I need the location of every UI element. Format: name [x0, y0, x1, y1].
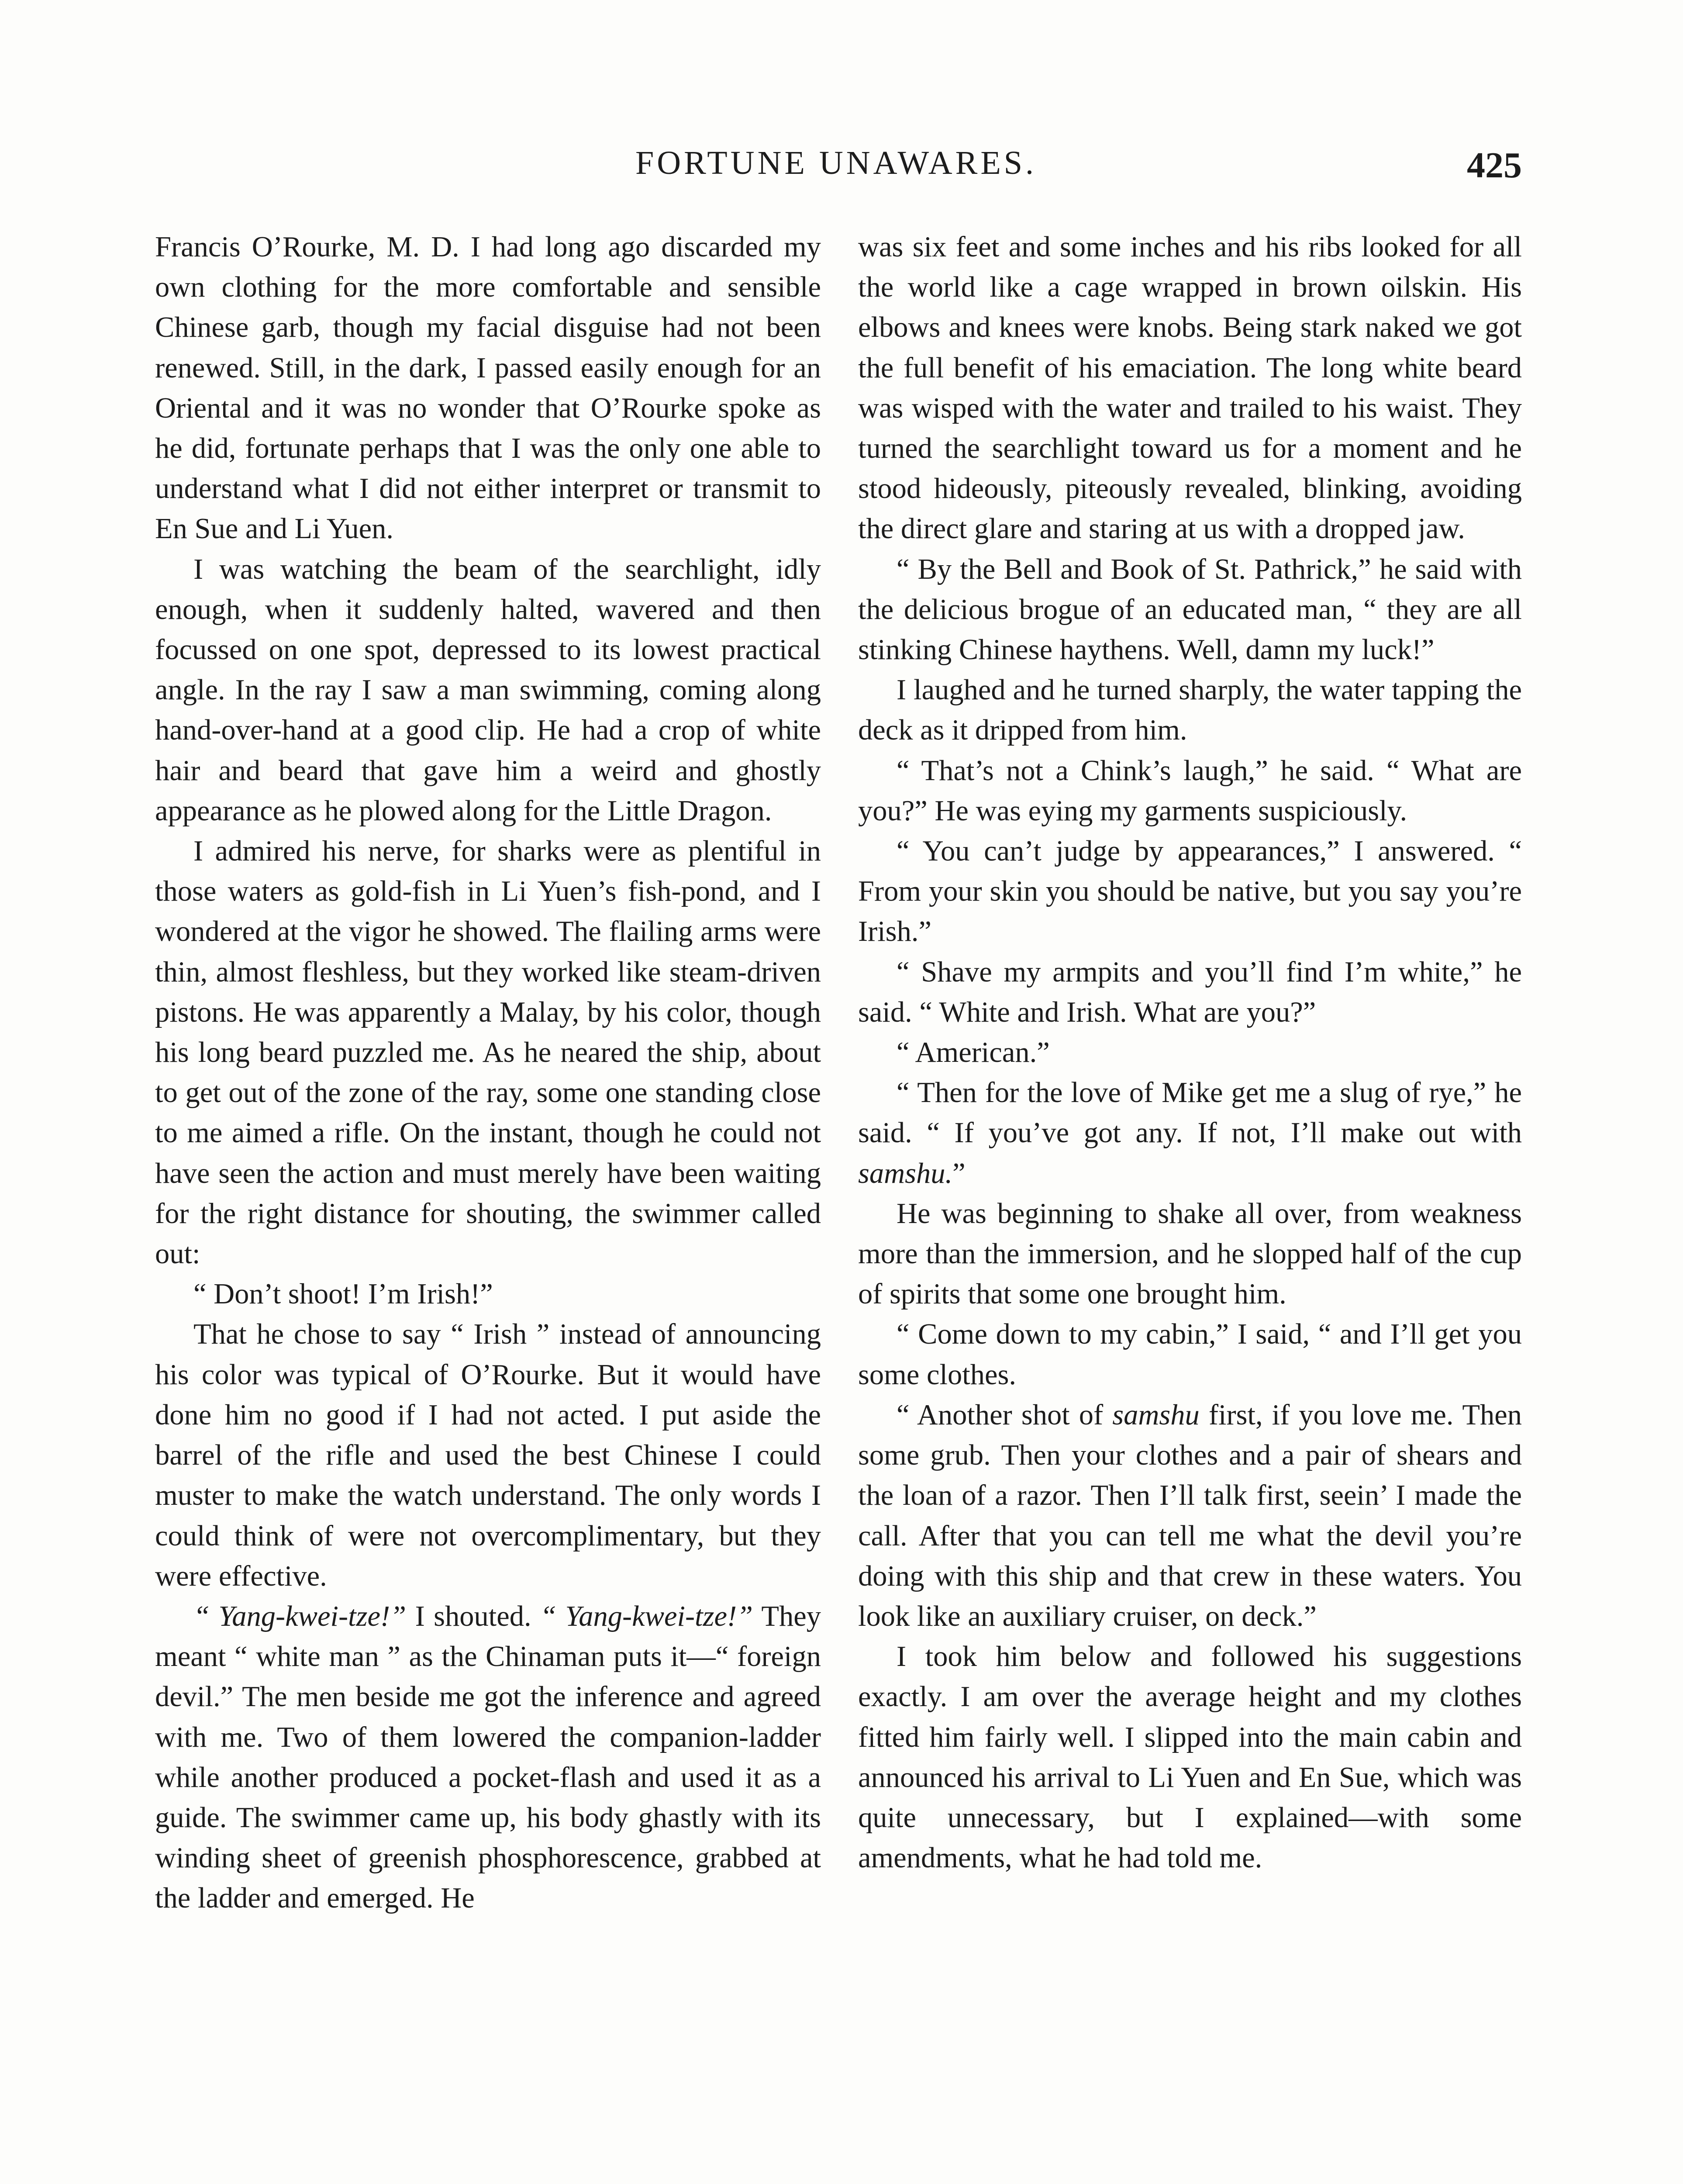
page-header	[155, 144, 1522, 192]
italic-phrase: “ Yang-kwei-tze!”	[193, 1600, 407, 1632]
paragraph: He was beginning to shake all over, from weakness more than the immersion, and he slopped half of the cup of spirits that some one brought him.	[858, 1197, 1522, 1310]
paragraph	[155, 1597, 821, 1919]
paragraph: I admired his nerve, for sharks were as plentiful in those waters as gold-fish in Li Yuen’s fish-pond, and I wondered at the vigor he showed. The flailing arms were thin, almost fleshless, but they worked like steam-driven pistons. He was apparently a Malay, by his color, though his long beard puzzled me. As he neared the ship, about to get out of the zone of the ray, some one standing close to me aimed a rifle. On the instant, though he could not have seen the action and must merely have been waiting for the right distance for shouting, the swimmer called out:	[155, 835, 821, 1270]
running-head: FORTUNE UNAWARES.	[635, 145, 1037, 181]
paragraph: “ American.”	[897, 1037, 1050, 1069]
right-column	[858, 227, 1522, 1878]
paragraph	[858, 1073, 1522, 1194]
text-run: first, if you love me. Then some grub. Then your clothes and a pair of shears and the loan of a razor. Then I’ll talk first, seein’ I made the call. After that you can tell me what the devil you’re doing with this ship and that crew in these waters. You look like an auxiliary cruiser, on deck.”	[858, 1399, 1522, 1632]
text-run: “ Then for the love of Mike get me a slug of rye,” he said. “ If you’ve got any. If not, I’ll make out with	[858, 1077, 1522, 1149]
paragraph: That he chose to say “ Irish ” instead of announcing his color was typical of O’Rourke. But it would have done him no good if I had not acted. I put aside the barrel of the rifle and used the best Chinese I could muster to make the watch understand. The only words I could think of were not overcomplimentary, but they were effective.	[155, 1318, 821, 1592]
text-run: “ Another shot of	[897, 1399, 1113, 1431]
paragraph: I was watching the beam of the searchlight, idly enough, when it suddenly halted, wavered and then focussed on one spot, depressed to its lowest practical angle. In the ray I saw a man swimming, coming along hand-over-hand at a good clip. He had a crop of white hair and beard that gave him a weird and ghostly appearance as he plowed along for the Little Dragon.	[155, 553, 821, 827]
italic-phrase: samshu.	[858, 1157, 953, 1189]
paragraph: I took him below and followed his suggestions exactly. I am over the average height and my clothes fitted him fairly well. I slipped into the main cabin and announced his arrival to Li Yuen and En Sue, which was quite unnecessary, but I explained—with some amendments, what he had told me.	[858, 1641, 1522, 1874]
paragraph: “ You can’t judge by appearances,” I answered. “ From your skin you should be native, but you say you’re Irish.”	[858, 835, 1522, 948]
paragraph: was six feet and some inches and his ribs looked for all the world like a cage wrapped in brown oilskin. His elbows and knees were knobs. Being stark naked we got the full benefit of his emaciation. The long white beard was wisped with the water and trailed to his waist. They turned the searchlight toward us for a moment and he stood hideously, piteously revealed, blinking, avoiding the direct glare and staring at us with a dropped jaw.	[858, 231, 1522, 545]
page-number: 425	[1467, 145, 1522, 186]
text-run: They meant “ white man ” as the Chinaman puts it—“ foreign devil.” The men beside me got the inference and agreed with me. Two of them lowered the companion-ladder while another produced a pocket-flash and used it as a guide. The swimmer came up, his body ghastly with its winding sheet of greenish phosphorescence, grabbed at the ladder and emerged. He	[155, 1600, 821, 1914]
text-run: I shouted.	[406, 1600, 540, 1632]
paragraph: “ By the Bell and Book of St. Pathrick,” he said with the delicious brogue of an educated man, “ they are all stinking Chinese haythens. Well, damn my luck!”	[858, 553, 1522, 666]
paragraph: “ Shave my armpits and you’ll find I’m white,” he said. “ White and Irish. What are you?”	[858, 956, 1522, 1028]
paragraph: “ Don’t shoot! I’m Irish!”	[193, 1278, 493, 1310]
paragraph: “ Come down to my cabin,” I said, “ and I’ll get you some clothes.	[858, 1318, 1522, 1391]
text-run: ”	[952, 1157, 966, 1189]
left-column	[155, 227, 821, 1919]
paragraph: I laughed and he turned sharply, the water tapping the deck as it dripped from him.	[858, 674, 1522, 746]
italic-phrase: “ Yang-kwei-tze!”	[540, 1600, 753, 1632]
paragraph: Francis O’Rourke, M. D. I had long ago discarded my own clothing for the more comfortable and sensible Chinese garb, though my facial disguise had not been renewed. Still, in the dark, I passed easily enough for an Oriental and it was no wonder that O’Rourke spoke as he did, fortunate perhaps that I was the only one able to understand what I did not either interpret or transmit to En Sue and Li Yuen.	[155, 231, 821, 545]
paragraph: “ That’s not a Chink’s laugh,” he said. “ What are you?” He was eying my garments suspiciously.	[858, 754, 1522, 827]
paragraph	[858, 1395, 1522, 1637]
italic-phrase: samshu	[1112, 1399, 1200, 1431]
